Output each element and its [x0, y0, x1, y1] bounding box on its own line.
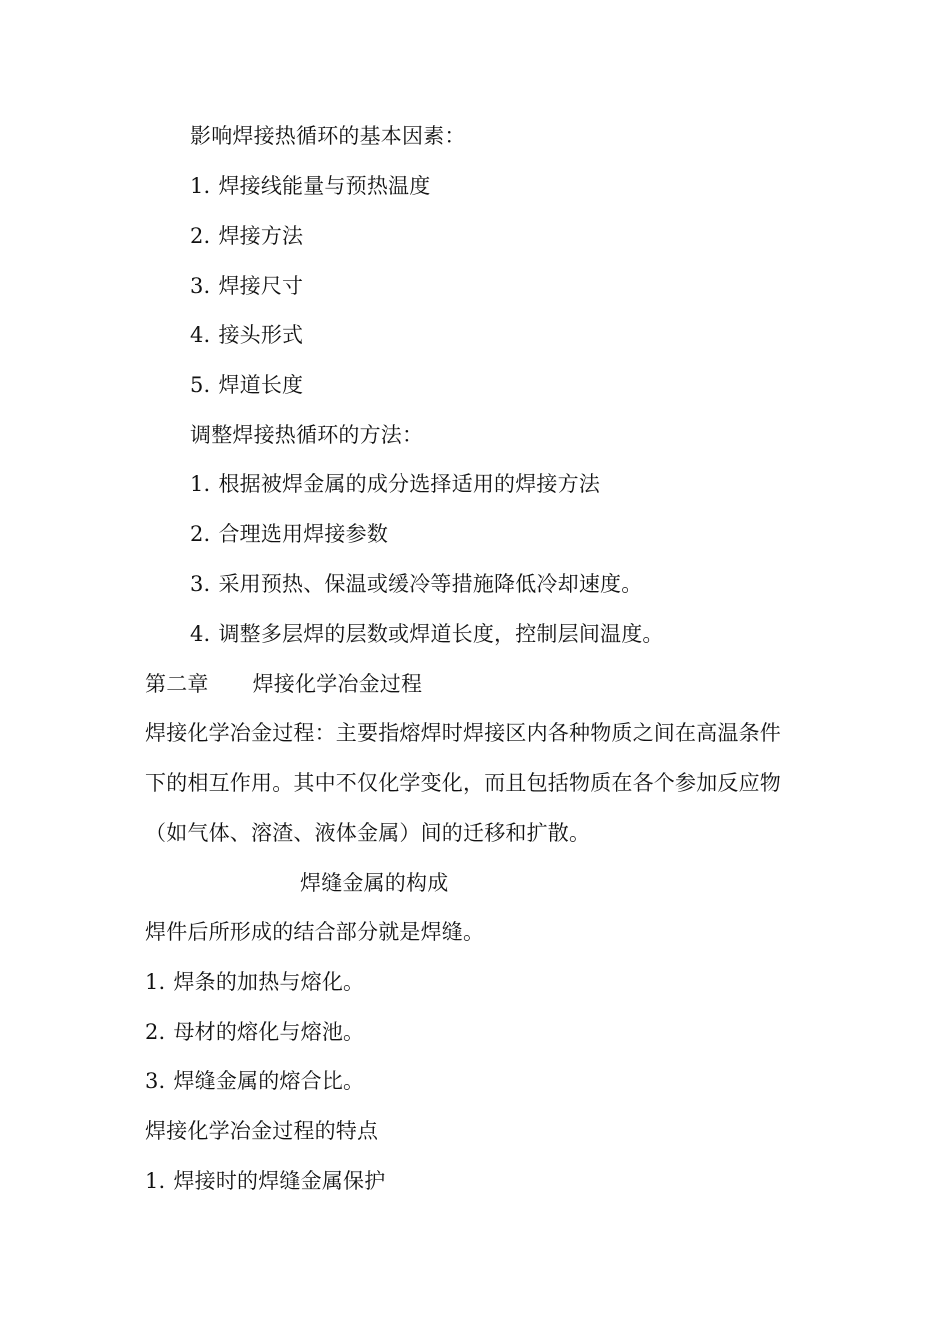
weld-metal-item-2 [145, 1018, 364, 1046]
definition-line-3: （如气体、溶渣、液体金属）间的迁移和扩散。 [145, 821, 591, 845]
weld-metal-item-2-number: 2. [145, 1020, 166, 1044]
factors-item-4-text: 接头形式 [218, 323, 304, 347]
definition-line-1: 焊接化学冶金过程：主要指熔焊时焊接区内各种物质之间在高温条件 [145, 721, 781, 745]
methods-item-3-number: 3. [190, 572, 211, 596]
factors-heading: 影响焊接热循环的基本因素： [190, 124, 466, 148]
weld-metal-heading: 焊缝金属的构成 [300, 871, 449, 895]
factors-item-2-text: 焊接方法 [218, 224, 304, 248]
weld-metal-intro: 焊件后所形成的结合部分就是焊缝。 [145, 920, 485, 944]
definition-line-2: 下的相互作用。其中不仅化学变化，而且包括物质在各个参加反应物 [145, 771, 781, 795]
factors-item-4 [190, 321, 303, 349]
factors-item-1 [190, 172, 430, 200]
factors-item-1-text: 焊接线能量与预热温度 [218, 174, 431, 198]
methods-item-3-text: 采用预热、保温或缓冷等措施降低冷却速度。 [218, 572, 643, 596]
methods-item-3 [190, 570, 642, 598]
factors-item-5 [190, 371, 303, 399]
methods-item-2 [190, 520, 388, 548]
methods-item-1-number: 1. [190, 472, 211, 496]
factors-item-3 [190, 272, 303, 300]
methods-item-4 [190, 620, 664, 648]
methods-item-2-text: 合理选用焊接参数 [218, 522, 389, 546]
methods-heading: 调整焊接热循环的方法： [190, 423, 424, 447]
methods-item-2-number: 2. [190, 522, 211, 546]
factors-item-2 [190, 222, 303, 250]
weld-metal-item-1-text: 焊条的加热与熔化。 [173, 970, 365, 994]
weld-metal-item-3-number: 3. [145, 1069, 166, 1093]
weld-metal-item-1 [145, 968, 364, 996]
methods-item-4-text: 调整多层焊的层数或焊道长度，控制层间温度。 [218, 622, 664, 646]
features-heading: 焊接化学冶金过程的特点 [145, 1119, 379, 1143]
factors-item-5-number: 5. [190, 373, 211, 397]
chapter-number: 第二章 [145, 672, 209, 696]
factors-item-2-number: 2. [190, 224, 211, 248]
methods-item-4-number: 4. [190, 622, 211, 646]
weld-metal-item-1-number: 1. [145, 970, 166, 994]
chapter-title: 焊接化学冶金过程 [252, 672, 423, 696]
weld-metal-item-2-text: 母材的熔化与熔池。 [173, 1020, 365, 1044]
weld-metal-item-3 [145, 1067, 364, 1095]
factors-item-4-number: 4. [190, 323, 211, 347]
weld-metal-item-3-text: 焊缝金属的熔合比。 [173, 1069, 365, 1093]
factors-item-3-text: 焊接尺寸 [218, 274, 304, 298]
factors-item-5-text: 焊道长度 [218, 373, 304, 397]
features-item-1-text: 焊接时的焊缝金属保护 [173, 1169, 386, 1193]
features-item-1-number: 1. [145, 1169, 166, 1193]
chapter-heading [145, 670, 422, 698]
methods-item-1-text: 根据被焊金属的成分选择适用的焊接方法 [218, 472, 601, 496]
factors-item-3-number: 3. [190, 274, 211, 298]
methods-item-1 [190, 470, 600, 498]
features-item-1 [145, 1167, 385, 1195]
factors-item-1-number: 1. [190, 174, 211, 198]
